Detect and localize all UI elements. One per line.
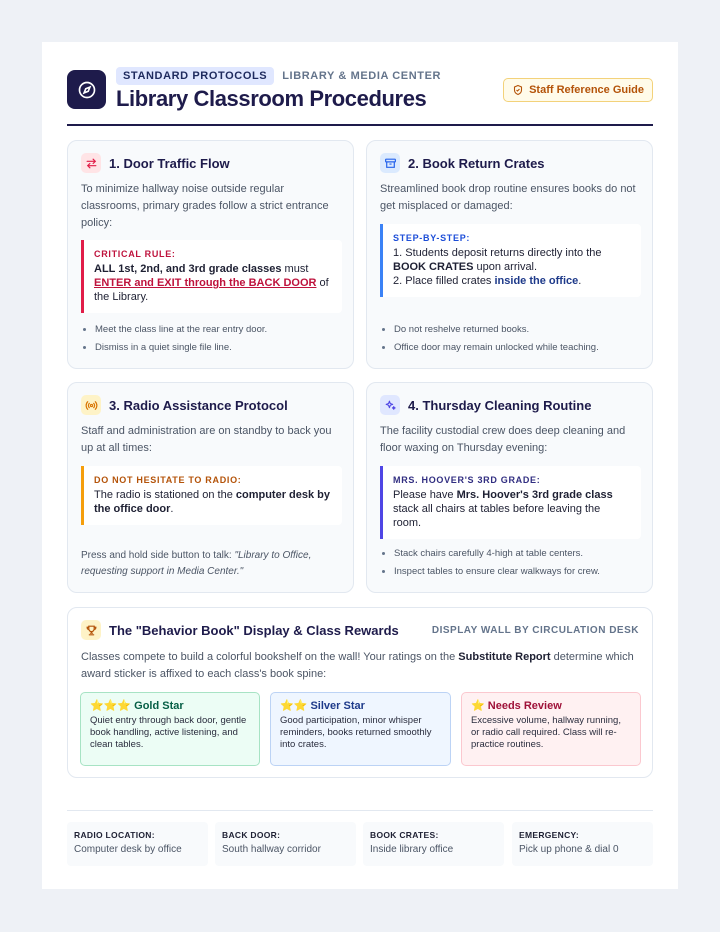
callout-text-end: . [170,503,174,515]
step-two-text: 2. Place filled crates [393,275,495,287]
shield-icon [512,84,524,96]
callout-text-end: of the Library. [94,277,329,303]
callout-label: STEP-BY-STEP: [393,233,471,243]
step-one-end: upon arrival. [473,261,538,273]
tier-name: Gold Star [134,700,184,712]
reference-sheet [42,42,678,889]
radio-location-text: computer desk by the office door [94,489,331,515]
radio-script-quote: "Library to Office, requesting support in Media Center." [81,550,312,577]
trophy-icon [81,620,101,640]
step-two-end: . [578,275,582,287]
tier-description: Excessive volume, hallway running, or radio call required. Class will re-practice routines. [471,715,621,750]
compass-icon [67,70,106,109]
footer-radio-location [67,822,208,866]
list-item: Office door may remain unlocked while teaching. [380,339,599,357]
footer-label: BOOK CRATES: [370,830,439,840]
star-rating: ⭐⭐ [280,700,308,712]
department-label: LIBRARY & MEDIA CENTER [282,70,442,82]
star-rating: ⭐ [471,700,485,712]
radio-callout [81,466,342,525]
inside-office-text: inside the office [494,275,579,287]
book-return-card [366,140,653,369]
critical-rule-callout [81,240,342,313]
card-intro: The facility custodial crew does deep cleaning and floor waxing on Thursday evening: [380,425,626,454]
step-one-text: 1. Students deposit returns directly into the [393,247,602,259]
back-door-rule: ENTER and EXIT through the BACK DOOR [94,277,317,289]
hoover-class-callout [380,466,641,539]
intro-text: Classes compete to build a colorful bookshelf on the wall! Your ratings on the [81,651,459,663]
page-title: Library Classroom Procedures [116,86,427,111]
note-text: Press and hold side button to talk: [81,550,235,561]
reference-badge [503,78,653,102]
reference-badge-label: Staff Reference Guide [529,84,644,96]
callout-text: Please have [393,489,457,501]
tier-name: Needs Review [487,700,562,712]
door-traffic-card [67,140,354,369]
gold-star-tier [80,692,260,766]
card-title: 4. Thursday Cleaning Routine [408,397,592,413]
callout-label: MRS. HOOVER'S 3RD GRADE: [393,475,541,485]
callout-bold: ALL 1st, 2nd, and 3rd grade classes [94,263,282,275]
list-item: Stack chairs carefully 4-high at table centers. [380,545,600,563]
card-intro: Staff and administration are on standby to back you up at all times: [81,425,332,454]
card-title: The "Behavior Book" Display & Class Rewards [109,622,399,638]
hoover-class-text: Mrs. Hoover's 3rd grade class [456,489,613,501]
tier-description: Good participation, minor whisper reminders, books returned smoothly into crates. [280,715,432,750]
footer-value: Pick up phone & dial 0 [519,844,619,855]
swap-arrows-icon [81,153,101,173]
card-title: 3. Radio Assistance Protocol [109,397,288,413]
callout-label: CRITICAL RULE: [94,249,176,259]
needs-review-tier [461,692,641,766]
cleaning-routine-card [366,382,653,593]
protocol-tag: STANDARD PROTOCOLS [116,67,274,85]
card-intro: To minimize hallway noise outside regular classrooms, primary grades follow a strict entrance policy: [81,183,329,229]
substitute-report-text: Substitute Report [458,651,551,663]
footer-book-crates [363,822,504,866]
radio-signal-icon [81,395,101,415]
sparkle-icon [380,395,400,415]
list-item: Dismiss in a quiet single file line. [81,339,267,357]
footer-back-door [215,822,356,866]
footer-label: RADIO LOCATION: [74,830,155,840]
list-item: Inspect tables to ensure clear walkways for crew. [380,563,600,581]
display-location: DISPLAY WALL BY CIRCULATION DESK [431,625,639,636]
footer-label: EMERGENCY: [519,830,579,840]
footer-value: Computer desk by office [74,844,182,855]
footer-divider [67,810,653,811]
list-item: Meet the class line at the rear entry door. [81,321,267,339]
radio-script-note [81,548,343,580]
footer-value: South hallway corridor [222,844,321,855]
card-intro: Streamlined book drop routine ensures books do not get misplaced or damaged: [380,183,636,212]
header-divider [67,124,653,126]
intro-text-end: determine which award sticker is affixed to each class's book spine: [81,651,634,680]
footer-label: BACK DOOR: [222,830,281,840]
tier-description: Quiet entry through back door, gentle book handling, active listening, and clean tables. [90,715,247,750]
footer-value: Inside library office [370,844,454,855]
list-item: Do not reshelve returned books. [380,321,599,339]
book-crates-text: BOOK CRATES [393,261,474,273]
step-by-step-callout [380,224,641,297]
behavior-book-card [67,607,653,778]
card-title: 1. Door Traffic Flow [109,155,230,171]
star-rating: ⭐⭐⭐ [90,700,132,712]
radio-protocol-card [67,382,354,593]
footer-emergency [512,822,653,866]
callout-text: must [281,263,309,275]
callout-label: DO NOT HESITATE TO RADIO: [94,475,242,485]
callout-text: The radio is stationed on the [94,489,236,501]
tier-name: Silver Star [310,700,365,712]
card-title: 2. Book Return Crates [408,155,545,171]
archive-box-icon [380,153,400,173]
header [67,70,653,126]
silver-star-tier [270,692,451,766]
rewards-intro [81,649,641,683]
callout-text-end: stack all chairs at tables before leaving the room. [393,503,601,529]
